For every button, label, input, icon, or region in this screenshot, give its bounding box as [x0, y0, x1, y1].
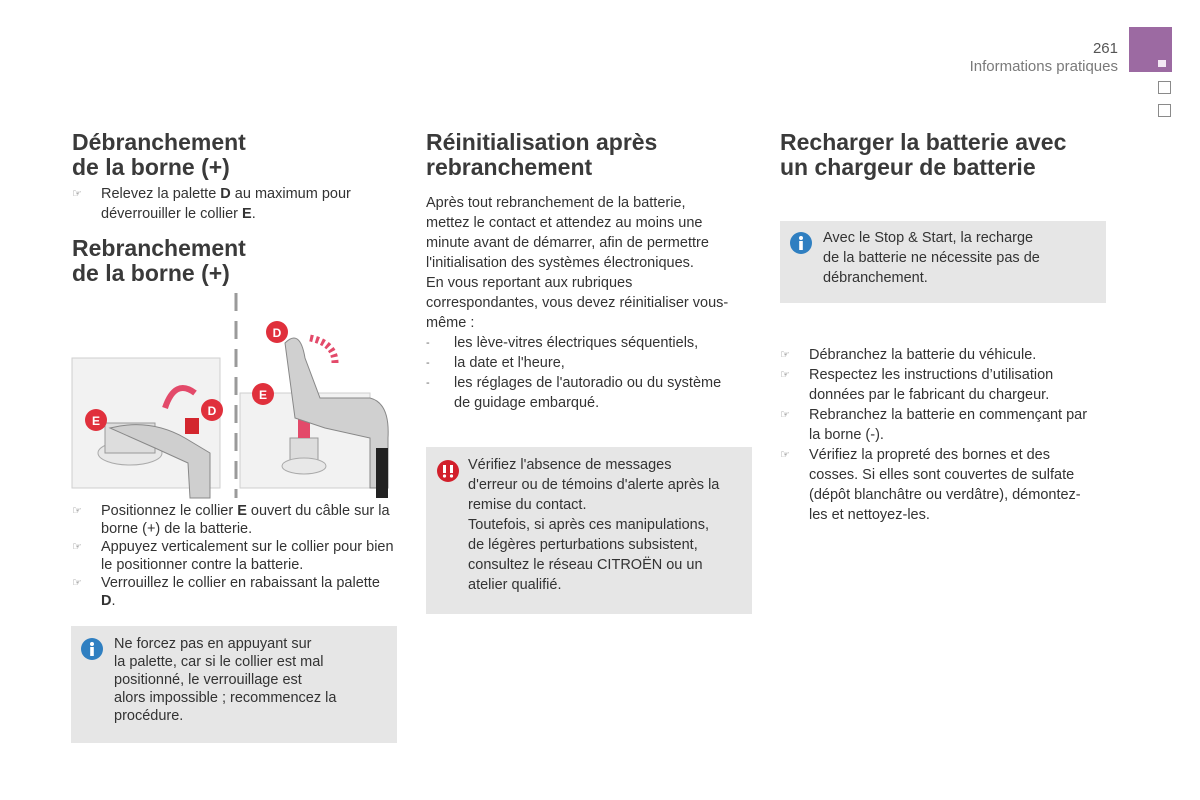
section-title-reset: Réinitialisation après rebranchement: [426, 129, 658, 180]
reset-intro: Après tout rebranchement de la batterie, mettez le contact et attendez au moins une minute avant de démarrer, afin de permettre l'initialisation des systèmes électroniques. En vous reportant aux rubriques correspondantes, vous devez réinitialiser vous- même : - les lève-vitres électriques séquentiels, - la date et l'heure, - les réglages de l'autoradio ou du système de guidage embarqué.: [426, 193, 756, 413]
unplug-steps: [72, 184, 392, 224]
warning-icon: [437, 460, 459, 482]
page-number: 261: [1092, 40, 1118, 57]
dash-bullet: -: [426, 357, 430, 369]
section-name: Informations pratiques: [969, 58, 1118, 75]
bullet-finger-icon: ☞: [72, 577, 82, 589]
bullet-finger-icon: ☞: [780, 449, 790, 461]
section-title-charge: Recharger la batterie avec un chargeur de batterie: [780, 129, 1067, 180]
info-icon: [81, 638, 103, 660]
section-title-unplug: Débranchement de la borne (+): [72, 129, 246, 180]
bullet-finger-icon: ☞: [72, 505, 82, 517]
bullet-finger-icon: ☞: [780, 369, 790, 381]
bullet-finger-icon: ☞: [72, 188, 82, 200]
list-item: ☞ Positionnez le collier E ouvert du câble sur la borne (+) de la batterie.: [72, 503, 390, 537]
label-e-right: [252, 383, 274, 405]
dash-bullet: -: [426, 337, 430, 349]
bullet-finger-icon: ☞: [780, 349, 790, 361]
info-note-replug: Ne forcez pas en appuyant sur la palette, car si le collier est mal positionné, le verrouillage est alors impossible ; recommencez la procédure.: [71, 626, 397, 743]
section-title-replug: Rebranchement de la borne (+): [72, 235, 246, 286]
list-item: ☞ Appuyez verticalement sur le collier pour bien le positionner contre la batterie.: [72, 539, 394, 573]
label-d-left: [201, 399, 223, 421]
svg-text:D: D: [272, 326, 282, 340]
list-item: ☞ Verrouillez le collier en rabaissant la palette D.: [72, 575, 380, 609]
list-item: - les lève-vitres électriques séquentiels,: [426, 335, 699, 351]
list-item: - la date et l'heure,: [426, 355, 565, 371]
warning-note: Vérifiez l'absence de messages d'erreur ou de témoins d'alerte après la remise du contact. Toutefois, si après ces manipulations, de légères perturbations subsistent, consultez le réseau CITROËN ou un atelier qualifié.: [426, 447, 752, 614]
replug-steps: [72, 502, 397, 610]
list-item: ☞ Vérifiez la propreté des bornes et des cosses. Si elles sont couvertes de sulfate (dépôt blanchâtre ou verdâtre), démontez- les et nettoyez-les.: [780, 447, 1081, 523]
dash-bullet: -: [426, 377, 430, 389]
chapter-marker-empty: [1158, 81, 1171, 94]
battery-clamp-illustration: [70, 288, 395, 500]
info-icon: [790, 232, 812, 254]
label-e-left: [85, 409, 107, 431]
chapter-marker-empty: [1158, 104, 1171, 117]
charge-steps: [780, 345, 1120, 525]
svg-text:E: E: [258, 388, 268, 402]
bullet-finger-icon: ☞: [780, 409, 790, 421]
list-item: ☞ Débranchez la batterie du véhicule.: [780, 347, 1037, 363]
label-d-right: [266, 321, 288, 343]
svg-text:E: E: [91, 414, 101, 428]
bullet-finger-icon: ☞: [72, 541, 82, 553]
list-item: ☞ Respectez les instructions d’utilisation données par le fabricant du chargeur.: [780, 367, 1054, 403]
list-item: ☞ Relevez la palette D au maximum pour déverrouiller le collier E.: [72, 186, 351, 222]
list-item: ☞ Rebranchez la batterie en commençant par la borne (-).: [780, 407, 1088, 443]
info-note-stopstart: Avec le Stop & Start, la recharge de la batterie ne nécessite pas de débranchement.: [780, 221, 1106, 303]
chapter-marker-filled: [1158, 60, 1166, 67]
list-item: - les réglages de l'autoradio ou du système de guidage embarqué.: [426, 375, 722, 411]
svg-text:D: D: [207, 404, 217, 418]
